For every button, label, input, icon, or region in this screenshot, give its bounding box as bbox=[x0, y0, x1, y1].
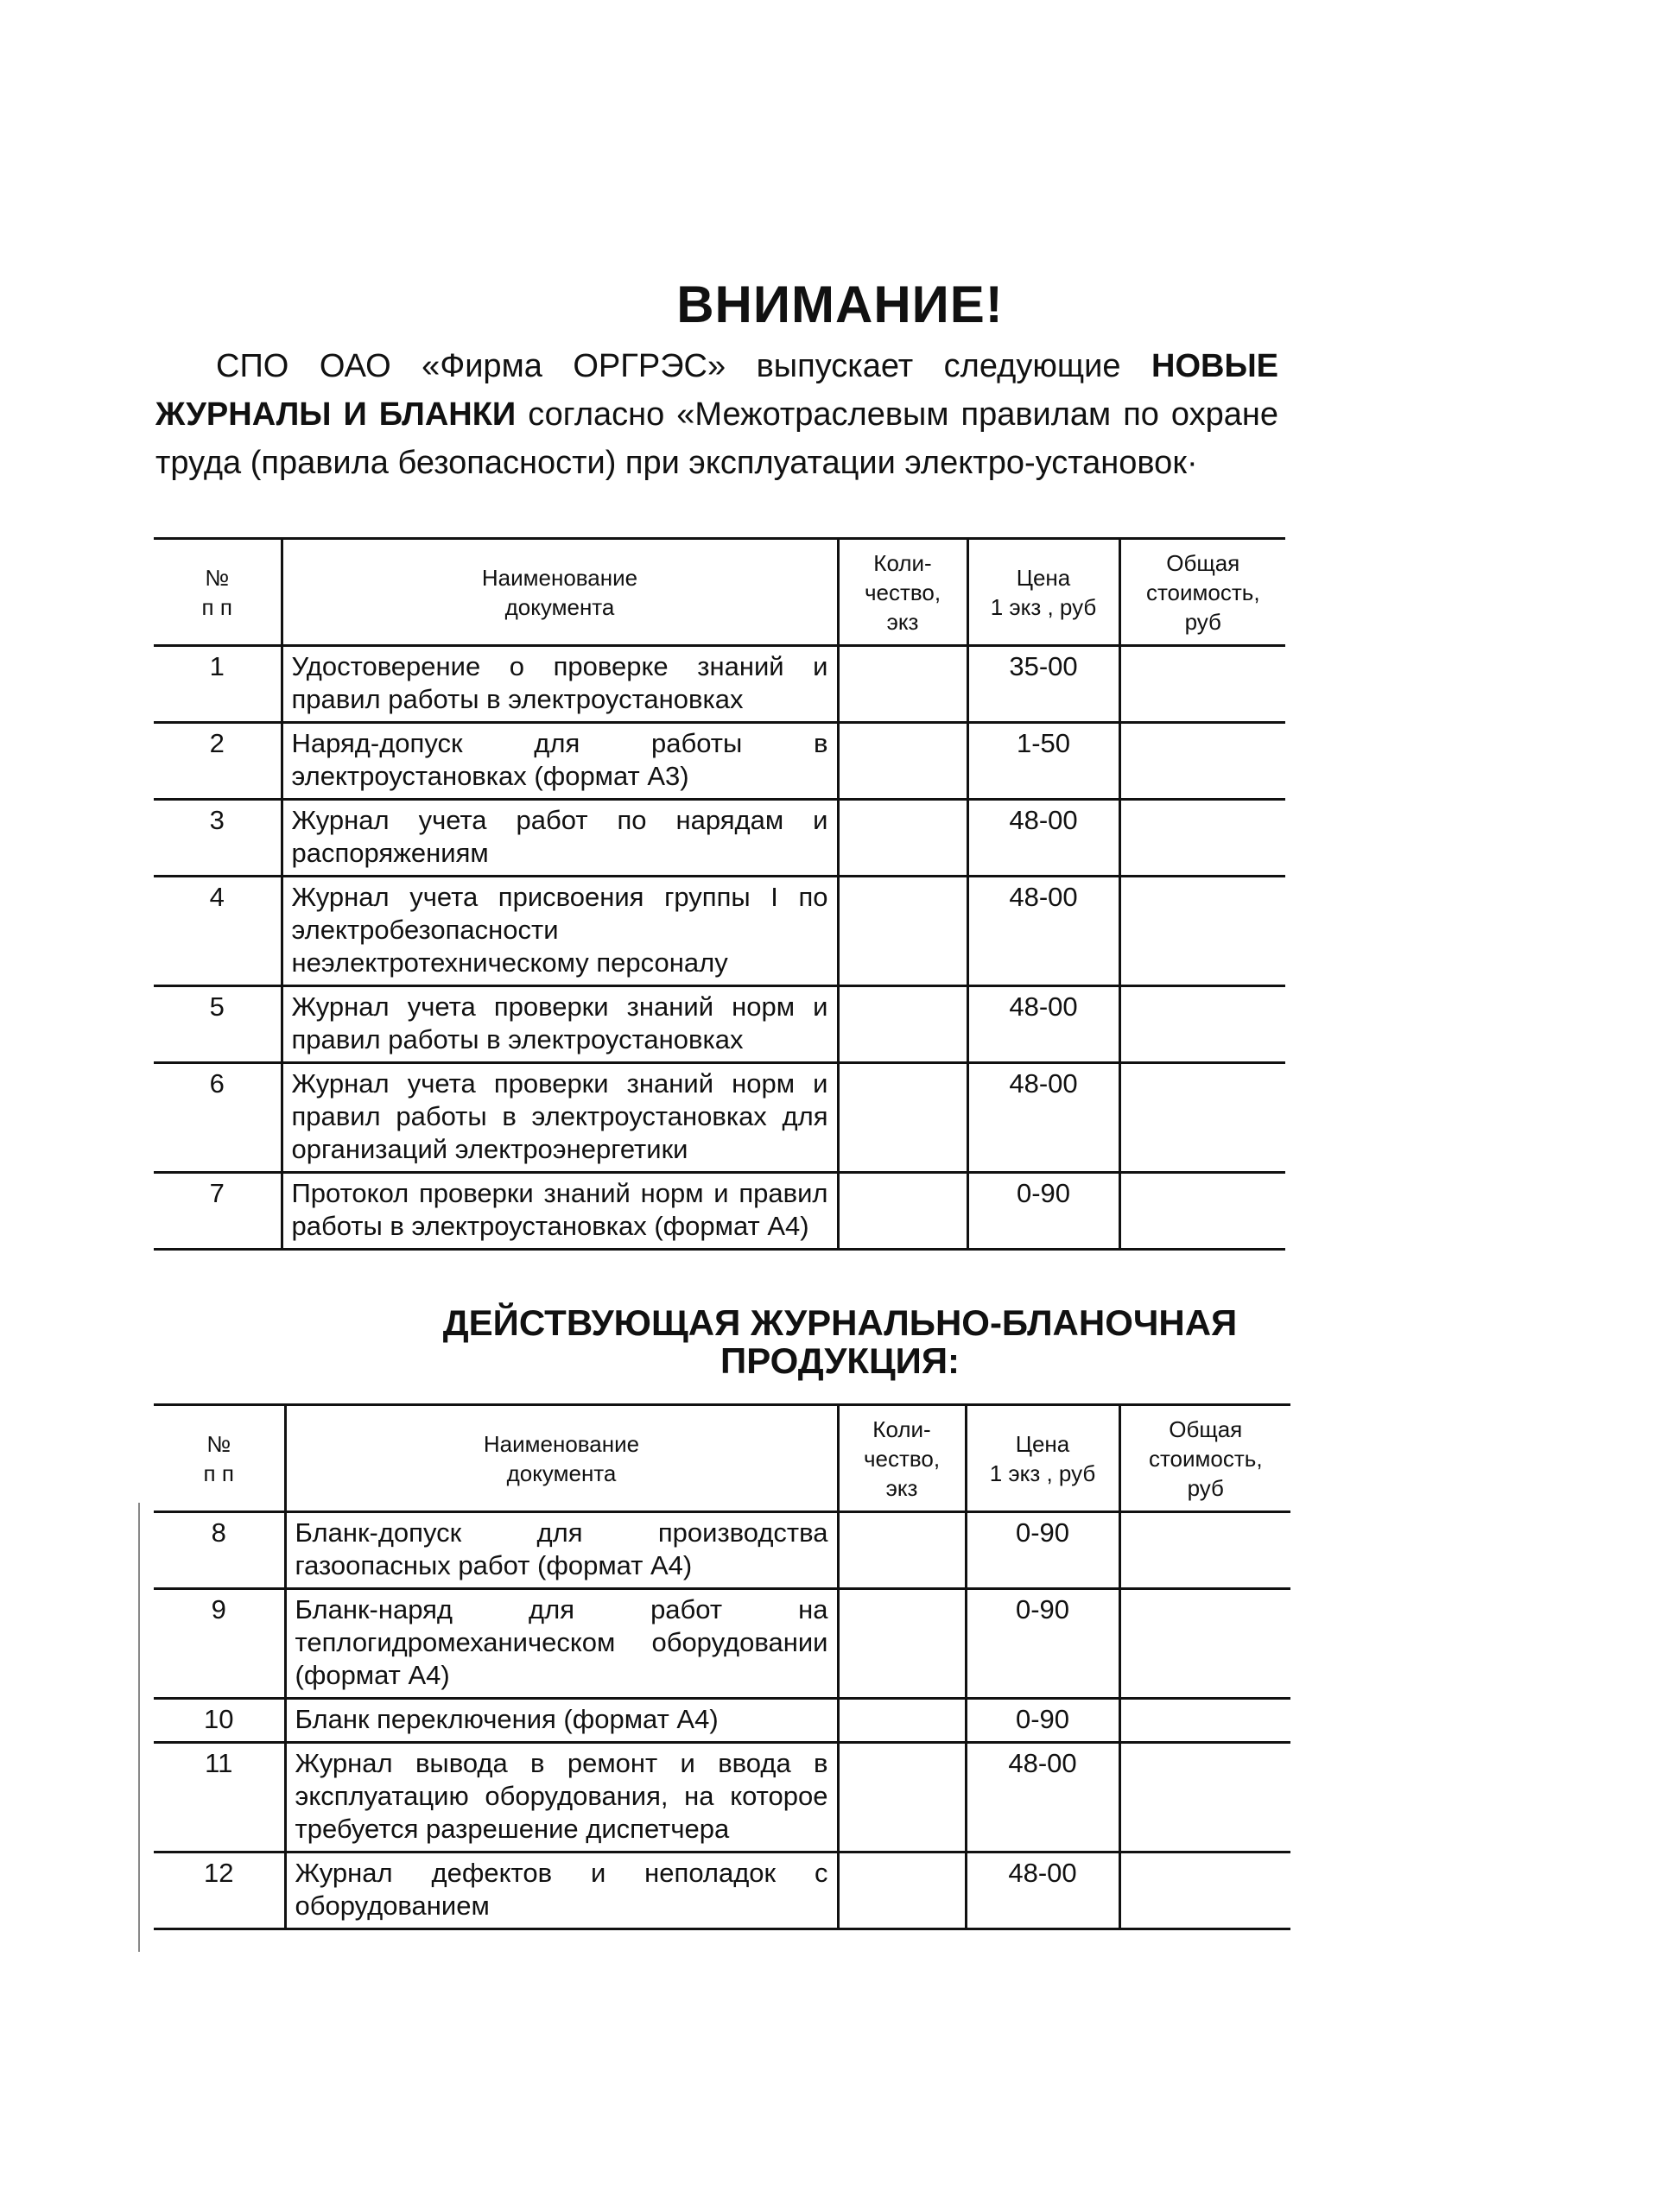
document-name: Протокол проверки знаний норм и правил работы в электроустановках (формат А4) bbox=[282, 1173, 838, 1250]
col-header-num: № п п bbox=[154, 1405, 285, 1512]
table-row bbox=[154, 1063, 1285, 1173]
current-products-table bbox=[154, 1403, 1290, 1930]
table-row bbox=[154, 877, 1285, 986]
quantity-cell bbox=[838, 646, 967, 723]
row-number: 12 bbox=[154, 1852, 285, 1929]
row-number: 2 bbox=[154, 723, 282, 800]
quantity-cell bbox=[838, 800, 967, 877]
quantity-cell bbox=[838, 1852, 966, 1929]
unit-price: 48-00 bbox=[966, 1852, 1119, 1929]
section-title: ДЕЙСТВУЮЩАЯ ЖУРНАЛЬНО-БЛАНОЧНАЯ ПРОДУКЦИЯ: bbox=[442, 1302, 1238, 1381]
total-cost-cell bbox=[1119, 1743, 1290, 1852]
unit-price: 48-00 bbox=[967, 986, 1119, 1063]
row-number: 10 bbox=[154, 1699, 285, 1743]
quantity-cell bbox=[838, 1743, 966, 1852]
total-cost-cell bbox=[1119, 646, 1285, 723]
table-header-row bbox=[154, 1405, 1290, 1512]
row-number: 9 bbox=[154, 1589, 285, 1699]
quantity-cell bbox=[838, 723, 967, 800]
row-number: 4 bbox=[154, 877, 282, 986]
row-number: 11 bbox=[154, 1743, 285, 1852]
unit-price: 0-90 bbox=[967, 1173, 1119, 1250]
intro-paragraph bbox=[155, 342, 1278, 487]
total-cost-cell bbox=[1119, 1063, 1285, 1173]
row-number: 5 bbox=[154, 986, 282, 1063]
quantity-cell bbox=[838, 1063, 967, 1173]
row-number: 1 bbox=[154, 646, 282, 723]
table-body bbox=[154, 1512, 1290, 1929]
quantity-cell bbox=[838, 986, 967, 1063]
document-name: Журнал вывода в ремонт и ввода в эксплуатацию оборудования, на которое требуется разрешение диспетчера bbox=[285, 1743, 838, 1852]
total-cost-cell bbox=[1119, 1512, 1290, 1589]
total-cost-cell bbox=[1119, 1173, 1285, 1250]
col-header-qty: Коли- чество, экз bbox=[838, 1405, 966, 1512]
col-header-name: Наименование документа bbox=[282, 539, 838, 646]
document-name: Наряд-допуск для работы в электроустановках (формат А3) bbox=[282, 723, 838, 800]
row-number: 8 bbox=[154, 1512, 285, 1589]
document-name: Журнал дефектов и неполадок с оборудованием bbox=[285, 1852, 838, 1929]
intro-text-1: СПО ОАО «Фирма ОРГРЭС» выпускает следующие bbox=[216, 348, 1151, 384]
document-name: Журнал учета проверки знаний норм и правил работы в электроустановках для организаций электроэнергетики bbox=[282, 1063, 838, 1173]
unit-price: 35-00 bbox=[967, 646, 1119, 723]
row-number: 6 bbox=[154, 1063, 282, 1173]
document-name: Удостоверение о проверке знаний и правил работы в электроустановках bbox=[282, 646, 838, 723]
table-row bbox=[154, 646, 1285, 723]
unit-price: 48-00 bbox=[967, 877, 1119, 986]
total-cost-cell bbox=[1119, 1852, 1290, 1929]
quantity-cell bbox=[838, 1173, 967, 1250]
col-header-num: № п п bbox=[154, 539, 282, 646]
intro-text-bold: НОВЫЕ ЖУРНАЛЫ И БЛАНКИ bbox=[155, 348, 1278, 433]
page-title: ВНИМАНИЕ! bbox=[676, 276, 1004, 333]
quantity-cell bbox=[838, 1699, 966, 1743]
table-body bbox=[154, 646, 1285, 1250]
document-name: Журнал учета проверки знаний норм и правил работы в электроустановках bbox=[282, 986, 838, 1063]
col-header-total: Общая стоимость, руб bbox=[1119, 539, 1285, 646]
total-cost-cell bbox=[1119, 1699, 1290, 1743]
document-name: Бланк-наряд для работ на теплогидромеханическом оборудовании (формат А4) bbox=[285, 1589, 838, 1699]
row-number: 3 bbox=[154, 800, 282, 877]
table-row bbox=[154, 1512, 1290, 1589]
total-cost-cell bbox=[1119, 986, 1285, 1063]
table-row bbox=[154, 723, 1285, 800]
col-header-total: Общая стоимость, руб bbox=[1119, 1405, 1290, 1512]
total-cost-cell bbox=[1119, 877, 1285, 986]
document-name: Бланк-допуск для производства газоопасных работ (формат А4) bbox=[285, 1512, 838, 1589]
unit-price: 0-90 bbox=[966, 1512, 1119, 1589]
intro-text-2: согласно «Межотраслевым правилам по охране труда (правила безопасности) при эксплуатации электро-установок· bbox=[155, 396, 1278, 481]
table-header-row bbox=[154, 539, 1285, 646]
row-number: 7 bbox=[154, 1173, 282, 1250]
total-cost-cell bbox=[1119, 723, 1285, 800]
total-cost-cell bbox=[1119, 800, 1285, 877]
unit-price: 0-90 bbox=[966, 1589, 1119, 1699]
document-name: Журнал учета работ по нарядам и распоряжениям bbox=[282, 800, 838, 877]
col-header-name: Наименование документа bbox=[285, 1405, 838, 1512]
unit-price: 48-00 bbox=[966, 1743, 1119, 1852]
table-row bbox=[154, 1699, 1290, 1743]
quantity-cell bbox=[838, 1512, 966, 1589]
col-header-qty: Коли- чество, экз bbox=[838, 539, 967, 646]
unit-price: 0-90 bbox=[966, 1699, 1119, 1743]
col-header-price: Цена 1 экз , руб bbox=[967, 539, 1119, 646]
table-row bbox=[154, 800, 1285, 877]
table-row bbox=[154, 1852, 1290, 1929]
total-cost-cell bbox=[1119, 1589, 1290, 1699]
scan-margin-line bbox=[138, 1503, 140, 1952]
new-products-table bbox=[154, 537, 1285, 1251]
quantity-cell bbox=[838, 877, 967, 986]
unit-price: 1-50 bbox=[967, 723, 1119, 800]
unit-price: 48-00 bbox=[967, 1063, 1119, 1173]
unit-price: 48-00 bbox=[967, 800, 1119, 877]
table-row bbox=[154, 1589, 1290, 1699]
document-name: Бланк переключения (формат А4) bbox=[285, 1699, 838, 1743]
table-row bbox=[154, 1743, 1290, 1852]
quantity-cell bbox=[838, 1589, 966, 1699]
table-row bbox=[154, 1173, 1285, 1250]
document-name: Журнал учета присвоения группы I по электробезопасности неэлектротехническому персоналу bbox=[282, 877, 838, 986]
col-header-price: Цена 1 экз , руб bbox=[966, 1405, 1119, 1512]
table-row bbox=[154, 986, 1285, 1063]
